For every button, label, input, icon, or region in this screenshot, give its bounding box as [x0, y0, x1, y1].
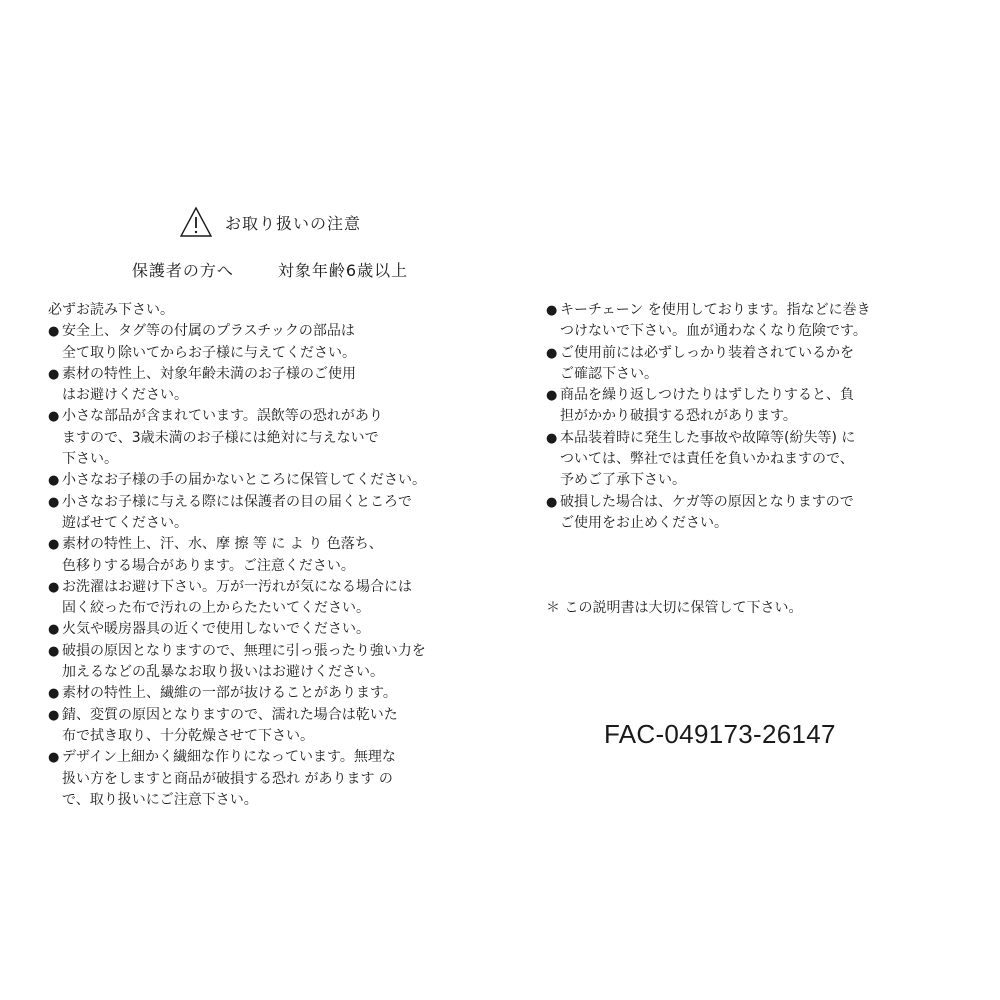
bullet-icon: ● [546, 430, 558, 446]
left-item [48, 321, 488, 364]
item-text: キーチェーン を使用しております。指などに巻き [560, 302, 871, 318]
item-line [48, 406, 488, 427]
item-line [546, 428, 966, 449]
bullet-icon: ● [48, 494, 60, 510]
item-text: 火気や暖房器具の近くで使用しないでください。 [62, 621, 370, 638]
item-line [48, 385, 488, 406]
item-line [48, 556, 488, 577]
left-item [48, 747, 488, 811]
left-item [48, 683, 488, 704]
item-text: 加えるなどの乱暴なお取り扱いはお避けください。 [62, 664, 384, 681]
item-text: 予めご了承下さい。 [560, 472, 686, 489]
item-text: 素材の特性上、繊維の一部が抜けることがあります。 [62, 685, 397, 702]
item-line [48, 641, 488, 662]
item-line [48, 321, 488, 342]
bullet-icon: ● [48, 409, 60, 425]
bullet-icon: ● [48, 537, 60, 553]
item-line [48, 364, 488, 385]
item-line [546, 300, 966, 321]
right-item [546, 492, 966, 535]
bullet-icon: ● [546, 388, 558, 404]
left-item [48, 534, 488, 577]
item-line [48, 726, 488, 747]
item-text: 小さなお子様に与える際には保護者の目の届くところで [62, 493, 412, 510]
item-text: 錆、変質の原因となりますので、濡れた場合は乾いた [62, 706, 398, 723]
item-text: ついては、弊社では責任を負いかねますので、 [560, 451, 854, 468]
item-text: で、取り扱いにご注意下さい。 [62, 791, 258, 808]
item-text: ご確認下さい。 [560, 365, 658, 382]
item-text: はお避けください。 [62, 387, 188, 404]
item-line [546, 321, 966, 342]
left-item [48, 492, 488, 535]
item-text: 破損した場合は、ケガ等の原因となりますので [560, 493, 854, 510]
item-line [546, 470, 966, 491]
item-line [48, 683, 488, 704]
item-line [546, 406, 966, 427]
left-item [48, 705, 488, 748]
item-text: 布で拭き取り、十分乾燥させて下さい。 [62, 727, 314, 744]
item-text: デザイン上細かく繊細な作りになっています。無理な [62, 749, 396, 766]
left-item [48, 470, 488, 491]
intro-text: 必ずお読み下さい。 [48, 302, 174, 318]
item-text: 安全上、タグ等の付属のプラスチックの部品は [62, 323, 355, 340]
bullet-icon: ● [48, 622, 60, 638]
item-line [48, 619, 488, 640]
item-text: 固く絞った布で汚れの上からたたいてください。 [62, 600, 370, 617]
right-item-list [546, 300, 966, 534]
item-text: 下さい。 [62, 451, 118, 468]
page-title: お取り扱いの注意 [224, 213, 361, 233]
product-code: FAC-049173-26147 [604, 719, 836, 749]
audience-label: 保護者の方へ [131, 261, 234, 280]
bullet-icon: ● [546, 303, 558, 318]
item-text: 扱い方をしますと商品が破損する恐れ があります の [62, 770, 393, 787]
item-text: ご使用をお止めください。 [560, 514, 728, 531]
right-item [546, 385, 966, 428]
bullet-icon: ● [48, 366, 60, 382]
bullet-icon: ● [48, 750, 60, 766]
bullet-icon: ● [48, 324, 60, 340]
item-text: ご使用前には必ずしっかり装着されているかを [560, 344, 854, 361]
item-text: 小さな部品が含まれています。誤飲等の恐れがあり [62, 408, 383, 425]
right-item [546, 300, 966, 343]
left-column [48, 300, 488, 811]
item-line [48, 513, 488, 534]
left-item [48, 577, 488, 620]
item-line [546, 449, 966, 470]
item-line [546, 343, 966, 364]
title-row [0, 206, 540, 238]
item-line [546, 492, 966, 513]
left-item-list [48, 321, 488, 811]
left-item [48, 641, 488, 684]
right-item [546, 428, 966, 492]
item-line [48, 769, 488, 790]
item-line [48, 662, 488, 683]
age-label: 対象年齢6歳以上 [277, 261, 409, 280]
item-text: ますので、3歳未満のお子様には絶対に与えないで [62, 429, 379, 446]
item-line [48, 577, 488, 598]
item-line [48, 470, 488, 491]
bullet-icon: ● [546, 345, 558, 361]
item-text: お洗濯はお避け下さい。万が一汚れが気になる場合には [62, 578, 412, 595]
item-line [48, 790, 488, 811]
bullet-icon: ● [48, 579, 60, 595]
warning-triangle-icon [179, 206, 213, 238]
item-text: 素材の特性上、汗、水、摩 擦 等 に よ り 色落ち、 [62, 536, 383, 553]
item-line [48, 534, 488, 555]
item-line [546, 385, 966, 406]
item-text: 破損の原因となりますので、無理に引っ張ったり強い力を [62, 642, 426, 659]
item-line [48, 747, 488, 768]
item-line [546, 364, 966, 385]
subtitle [0, 258, 540, 281]
item-text: 担がかかり破損する恐れがあります。 [560, 408, 797, 425]
item-line [48, 705, 488, 726]
item-line [48, 449, 488, 470]
right-item [546, 343, 966, 386]
item-line [48, 598, 488, 619]
item-text: 全て取り除いてからお子様に与えてください。 [62, 344, 356, 361]
bullet-icon: ● [48, 707, 60, 723]
bullet-icon: ● [546, 494, 558, 510]
bullet-icon: ● [48, 686, 60, 702]
item-text: 本品装着時に発生した事故や故障等(紛失等) に [560, 429, 856, 446]
bullet-icon: ● [48, 473, 60, 489]
item-line [48, 492, 488, 513]
left-item [48, 364, 488, 407]
left-item [48, 406, 488, 470]
item-text: 商品を繰り返しつけたりはずしたりすると、負 [560, 387, 854, 404]
item-line [546, 513, 966, 534]
item-text: 小さなお子様の手の届かないところに保管してください。 [62, 472, 426, 489]
item-line [48, 343, 488, 364]
item-text: つけないで下さい。血が通わなくなり危険です。 [560, 323, 867, 340]
item-text: 遊ばせてください。 [62, 514, 188, 531]
storage-note: ＊ この説明書は大切に保管して下さい。 [546, 600, 803, 616]
item-text: 素材の特性上、対象年齢未満のお子様のご使用 [62, 365, 356, 382]
item-line [48, 428, 488, 449]
item-text: 色移りする場合があります。ご注意ください。 [62, 557, 355, 574]
bullet-icon: ● [48, 643, 60, 659]
right-column [546, 300, 966, 534]
left-item [48, 619, 488, 640]
